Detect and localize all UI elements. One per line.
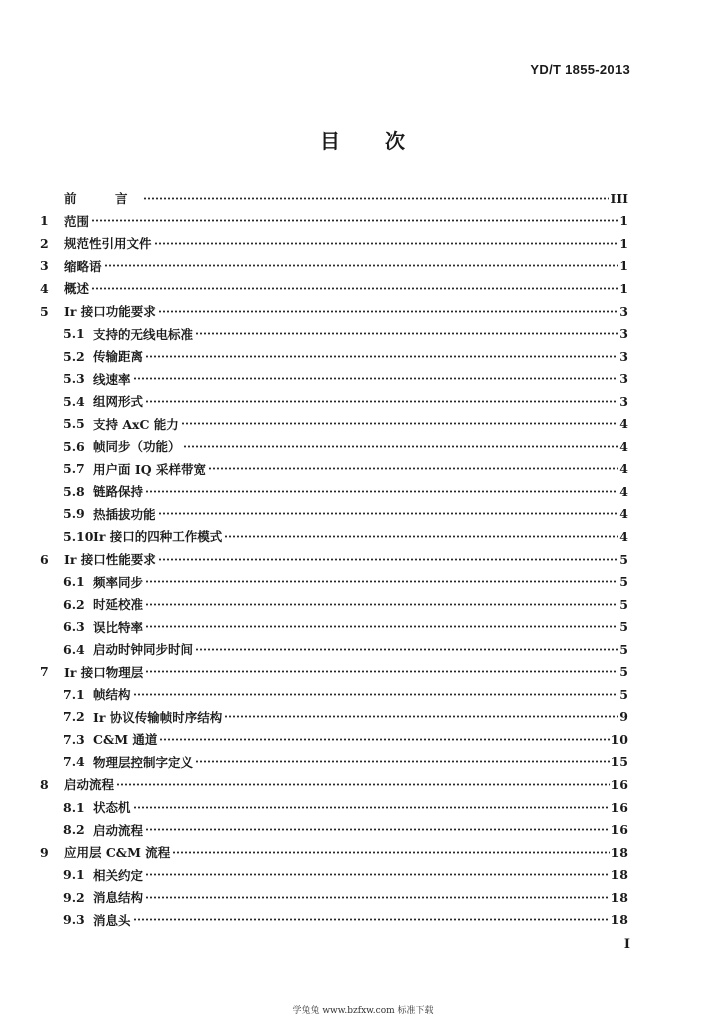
toc-entry-page: 1	[619, 213, 628, 229]
toc-entry[interactable]	[40, 300, 628, 323]
toc-entry-number: 7.4	[63, 754, 85, 770]
toc-leader-dots	[133, 803, 610, 811]
toc-entry[interactable]	[40, 863, 628, 886]
toc-entry-page: III	[610, 190, 628, 206]
toc-entry-number: 5.5	[63, 416, 85, 432]
toc-entry-label: 链路保持	[93, 484, 144, 500]
toc-entry-page: 4	[619, 416, 628, 432]
toc-entry[interactable]	[40, 367, 628, 390]
toc-entry-label: 支持 AxC 能力	[93, 416, 179, 432]
toc-entry-number: 5.7	[63, 461, 85, 477]
toc-entry-number: 3	[40, 258, 49, 274]
toc-entry[interactable]	[40, 322, 628, 345]
toc-leader-dots	[145, 397, 618, 405]
toc-entry-label: 帧同步（功能）	[93, 439, 181, 455]
toc-entry[interactable]	[40, 548, 628, 571]
toc-entry-label: 状态机	[93, 800, 131, 816]
toc-entry-number: 8.1	[63, 799, 85, 815]
toc-leader-dots	[145, 668, 618, 676]
toc-entry-number: 6.1	[63, 574, 85, 590]
toc-entry[interactable]	[40, 412, 628, 435]
toc-entry[interactable]	[40, 458, 628, 481]
toc-entry-label: 物理层控制字定义	[93, 754, 194, 770]
toc-entry[interactable]	[40, 683, 628, 706]
toc-entry[interactable]	[40, 210, 628, 233]
toc-entry-label: 启动流程	[93, 822, 144, 838]
toc-entry-number: 2	[40, 235, 49, 251]
title-part-1: 目	[320, 129, 341, 153]
toc-entry-number: 5	[40, 303, 49, 319]
toc-leader-dots	[143, 194, 610, 202]
toc-entry-page: 18	[610, 912, 628, 928]
toc-entry-page: 18	[610, 844, 628, 860]
toc-entry-number: 8	[40, 776, 49, 792]
toc-entry-number: 6.2	[63, 596, 85, 612]
toc-entry-number: 9	[40, 844, 49, 860]
toc-leader-dots	[145, 623, 618, 631]
toc-entry-label: 启动时钟同步时间	[93, 642, 194, 658]
toc-entry-page: 9	[619, 709, 628, 725]
toc-entry-label: C&M 通道	[93, 732, 158, 748]
toc-entry[interactable]	[40, 796, 628, 819]
toc-entry-number: 5.8	[63, 483, 85, 499]
toc-leader-dots	[133, 690, 619, 698]
toc-leader-dots	[159, 735, 609, 743]
toc-entry-number: 5.6	[63, 438, 85, 454]
toc-entry-number: 9.1	[63, 867, 85, 883]
toc-entry[interactable]	[40, 706, 628, 729]
toc-entry-label: 范围	[64, 213, 90, 229]
toc-leader-dots	[154, 239, 619, 247]
toc-entry[interactable]	[40, 255, 628, 278]
toc-leader-dots	[133, 916, 610, 924]
toc-entry-label: 应用层 C&M 流程	[64, 845, 171, 861]
toc-entry-label: 频率同步	[93, 574, 144, 590]
toc-entry-page: 1	[619, 235, 628, 251]
toc-entry-label: Ir 接口的四种工作模式	[93, 529, 223, 545]
toc-entry[interactable]	[40, 525, 628, 548]
toc-entry-label: 缩略语	[64, 258, 102, 274]
toc-entry-label: Ir 接口性能要求	[64, 552, 156, 568]
toc-entry-number: 7.3	[63, 731, 85, 747]
page-title	[0, 125, 726, 154]
toc-entry-page: 3	[619, 326, 628, 342]
toc-entry[interactable]	[40, 638, 628, 661]
toc-entry[interactable]	[40, 503, 628, 526]
toc-leader-dots	[181, 420, 618, 428]
toc-entry-number: 8.2	[63, 822, 85, 838]
toc-entry-page: 3	[619, 348, 628, 364]
toc-entry-page: 18	[610, 889, 628, 905]
toc-entry-page: 3	[619, 303, 628, 319]
toc-entry-number: 6.4	[63, 641, 85, 657]
toc-entry-label: 前 言	[64, 191, 141, 207]
toc-leader-dots	[145, 871, 610, 879]
toc-entry-page: 1	[619, 280, 628, 296]
toc-entry-label: 概述	[64, 281, 90, 297]
toc-entry[interactable]	[40, 728, 628, 751]
toc-entry[interactable]	[40, 480, 628, 503]
toc-entry-page: 4	[619, 438, 628, 454]
toc-entry-number: 7.1	[63, 686, 85, 702]
toc-entry-number: 5.4	[63, 393, 85, 409]
toc-leader-dots	[91, 284, 618, 292]
title-part-2: 次	[385, 129, 406, 153]
toc-entry-page: 4	[619, 506, 628, 522]
toc-entry-number: 9.2	[63, 889, 85, 905]
toc-entry-page: 5	[619, 641, 628, 657]
toc-entry[interactable]	[40, 390, 628, 413]
toc-leader-dots	[158, 307, 619, 315]
toc-entry-label: Ir 协议传输帧时序结构	[93, 709, 223, 725]
toc-leader-dots	[195, 645, 618, 653]
toc-leader-dots	[195, 330, 618, 338]
toc-entry-number: 5.2	[63, 348, 85, 364]
toc-leader-dots	[208, 465, 618, 473]
toc-entry[interactable]	[40, 570, 628, 593]
toc-entry-label: 帧结构	[93, 687, 131, 703]
toc-leader-dots	[104, 262, 619, 270]
toc-entry-page: 16	[610, 776, 628, 792]
table-of-contents	[40, 187, 628, 931]
toc-entry-label: 组网形式	[93, 394, 144, 410]
toc-entry[interactable]	[40, 841, 628, 864]
toc-entry-label: 误比特率	[93, 619, 144, 635]
toc-entry-page: 16	[610, 822, 628, 838]
toc-entry-page: 5	[619, 596, 628, 612]
toc-entry[interactable]	[40, 593, 628, 616]
toc-entry-label: 消息结构	[93, 890, 144, 906]
toc-leader-dots	[116, 780, 610, 788]
toc-leader-dots	[145, 352, 618, 360]
toc-leader-dots	[183, 442, 619, 450]
toc-entry-page: 5	[619, 686, 628, 702]
toc-entry-number: 9.3	[63, 912, 85, 928]
toc-entry-label: 热插拔功能	[93, 506, 156, 522]
toc-entry[interactable]	[40, 886, 628, 909]
toc-entry-page: 16	[610, 799, 628, 815]
toc-entry-number: 5.3	[63, 371, 85, 387]
toc-entry-number: 5.10	[63, 528, 94, 544]
toc-entry-page: 4	[619, 483, 628, 499]
toc-entry-page: 10	[610, 731, 628, 747]
toc-entry[interactable]	[40, 232, 628, 255]
toc-entry-label: 线速率	[93, 371, 131, 387]
toc-leader-dots	[145, 578, 618, 586]
toc-leader-dots	[145, 600, 618, 608]
toc-entry[interactable]	[40, 818, 628, 841]
standard-code: YD/T 1855-2013	[530, 62, 630, 77]
toc-leader-dots	[145, 893, 610, 901]
toc-entry-page: 15	[610, 754, 628, 770]
toc-leader-dots	[158, 555, 619, 563]
toc-entry-page: 5	[619, 574, 628, 590]
toc-entry-number: 6.3	[63, 619, 85, 635]
toc-leader-dots	[145, 487, 618, 495]
toc-entry-number: 5.9	[63, 506, 85, 522]
toc-entry-number: 7.2	[63, 709, 85, 725]
toc-entry-page: 18	[610, 867, 628, 883]
toc-entry-label: 用户面 IQ 采样带宽	[93, 461, 206, 477]
toc-entry-page: 5	[619, 551, 628, 567]
toc-entry-page: 3	[619, 393, 628, 409]
toc-entry-label: 消息头	[93, 912, 131, 928]
toc-entry-label: 规范性引用文件	[64, 236, 152, 252]
toc-entry-number: 7	[40, 664, 49, 680]
toc-entry-page: 5	[619, 664, 628, 680]
toc-entry-number: 5.1	[63, 326, 85, 342]
toc-entry[interactable]	[40, 345, 628, 368]
toc-entry-label: Ir 接口物理层	[64, 664, 144, 680]
toc-entry[interactable]	[40, 909, 628, 932]
footer-watermark: 学兔兔 www.bzfxw.com 标准下载	[292, 1006, 434, 1016]
toc-leader-dots	[133, 375, 619, 383]
toc-entry[interactable]	[40, 435, 628, 458]
toc-entry[interactable]	[40, 660, 628, 683]
toc-entry-page: 5	[619, 619, 628, 635]
toc-entry-page: 1	[619, 258, 628, 274]
toc-leader-dots	[224, 713, 618, 721]
toc-entry[interactable]	[40, 187, 628, 210]
toc-entry-number: 1	[40, 213, 49, 229]
toc-entry-label: 时延校准	[93, 597, 144, 613]
toc-entry-page: 4	[619, 528, 628, 544]
toc-leader-dots	[172, 848, 609, 856]
page-number: I	[623, 937, 630, 952]
toc-entry[interactable]	[40, 751, 628, 774]
toc-leader-dots	[158, 510, 619, 518]
toc-entry-label: 相关约定	[93, 867, 144, 883]
toc-entry-label: 支持的无线电标准	[93, 326, 194, 342]
toc-leader-dots	[195, 758, 610, 766]
toc-entry-page: 4	[619, 461, 628, 477]
toc-entry[interactable]	[40, 277, 628, 300]
toc-entry[interactable]	[40, 773, 628, 796]
toc-entry-label: 传输距离	[93, 349, 144, 365]
toc-leader-dots	[91, 217, 618, 225]
toc-leader-dots	[145, 826, 610, 834]
toc-entry-label: Ir 接口功能要求	[64, 304, 156, 319]
toc-entry-page: 3	[619, 371, 628, 387]
toc-entry-label: 启动流程	[64, 777, 115, 793]
toc-entry-number: 4	[40, 280, 49, 296]
toc-entry-number: 6	[40, 551, 49, 567]
toc-leader-dots	[224, 532, 618, 540]
toc-entry[interactable]	[40, 615, 628, 638]
